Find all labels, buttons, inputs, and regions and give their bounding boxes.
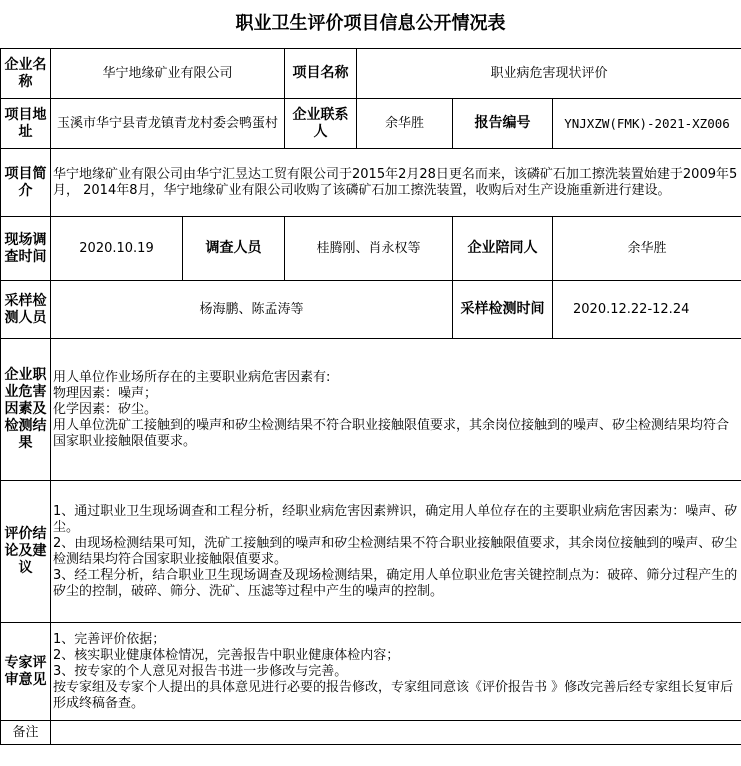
page-title: 职业卫生评价项目信息公开情况表: [235, 13, 506, 34]
label-project-intro: 项目简介: [1, 149, 51, 217]
row-conclusion: [1, 481, 741, 623]
row-expert: [1, 623, 741, 721]
label-sampling-time: 采样检测时间: [453, 281, 553, 339]
value-project-address: 玉溪市华宁县青龙镇青龙村委会鸭蛋村: [51, 99, 285, 149]
label-enterprise-escort: 企业陪同人: [453, 217, 553, 281]
value-hazards: [51, 339, 741, 481]
value-survey-staff: 桂腾刚、肖永权等: [285, 217, 453, 281]
label-project-name: 项目名称: [285, 49, 357, 99]
row-intro: [1, 149, 741, 217]
expert-line: 3、按专家的个人意见对报告书进一步修改与完善。: [53, 663, 348, 679]
label-hazards: 企业职业危害因素及检测结果: [1, 339, 51, 481]
value-sampling-staff: 杨海鹏、陈孟涛等: [51, 281, 453, 339]
hazards-line: 化学因素：矽尘。: [53, 401, 158, 417]
label-sampling-staff: 采样检测人员: [1, 281, 51, 339]
value-project-intro: 华宁地缘矿业有限公司由华宁汇昱达工贸有限公司于2015年2月28日更名而来，该磷矿石加工擦洗装置始建于2009年5月， 2014年8月，华宁地缘矿业有限公司收购了该磷矿石加工擦洗装置，收购后对生产设施重新进行建设。: [51, 149, 741, 217]
value-enterprise-escort: 余华胜: [553, 217, 741, 281]
row-survey: [1, 217, 741, 281]
value-enterprise-contact: 余华胜: [357, 99, 453, 149]
value-survey-time: 2020.10.19: [51, 217, 183, 281]
label-expert-opinion: 专家评审意见: [1, 623, 51, 721]
expert-line: 2、核实职业健康体检情况，完善报告中职业健康体检内容；: [53, 647, 400, 663]
value-project-name: 职业病危害现状评价: [357, 49, 741, 99]
hazards-line: 物理因素：噪声；: [53, 385, 158, 401]
label-remarks: 备注: [1, 721, 51, 745]
label-survey-staff: 调查人员: [183, 217, 285, 281]
row-remarks: [1, 721, 741, 745]
row-sampling: [1, 281, 741, 339]
label-enterprise-contact: 企业联系人: [285, 99, 357, 149]
value-sampling-time: 2020.12.22-12.24: [553, 281, 741, 339]
hazards-line: 用人单位作业场所存在的主要职业病危害因素有:: [53, 369, 331, 385]
label-report-no: 报告编号: [453, 99, 553, 149]
conclusion-line: 1、通过职业卫生现场调查和工程分析，经职业病危害因素辨识，确定用人单位存在的主要职业病危害因素为：噪声、矽尘。: [53, 503, 738, 535]
expert-line: 1、完善评价依据；: [53, 631, 166, 647]
row-hazards: [1, 339, 741, 481]
value-report-no: YNJXZW(FMK)-2021-XZ006: [553, 99, 741, 149]
hazards-line: 用人单位洗矿工接触到的噪声和矽尘检测结果不符合职业接触限值要求，其余岗位接触到的噪声、矽尘检测结果均符合国家职业接触限值要求。: [53, 417, 730, 449]
label-enterprise-name: 企业名称: [1, 49, 51, 99]
info-table: [0, 48, 741, 745]
value-conclusion: [51, 481, 741, 623]
expert-line: 按专家组及专家个人提出的具体意见进行必要的报告修改，专家组同意该《评价报告书 》修改完善后经专家组长复审后形成终稿备查。: [53, 679, 734, 711]
label-conclusion: 评价结论及建议: [1, 481, 51, 623]
value-remarks: [51, 721, 741, 745]
row-address: [1, 99, 741, 149]
conclusion-line: 2、由现场检测结果可知，洗矿工接触到的噪声和矽尘检测结果不符合职业接触限值要求，其余岗位接触到的噪声、矽尘检测结果均符合国家职业接触限值要求。: [53, 535, 738, 567]
label-project-address: 项目地址: [1, 99, 51, 149]
value-expert-opinion: [51, 623, 741, 721]
label-survey-time: 现场调查时间: [1, 217, 51, 281]
conclusion-line: 3、经工程分析，结合职业卫生现场调查及现场检测结果，确定用人单位职业危害关键控制点为：破碎、筛分过程产生的矽尘的控制，破碎、筛分、洗矿、压滤等过程中产生的噪声的控制。: [53, 567, 738, 599]
value-enterprise-name: 华宁地缘矿业有限公司: [51, 49, 285, 99]
row-enterprise: [1, 49, 741, 99]
